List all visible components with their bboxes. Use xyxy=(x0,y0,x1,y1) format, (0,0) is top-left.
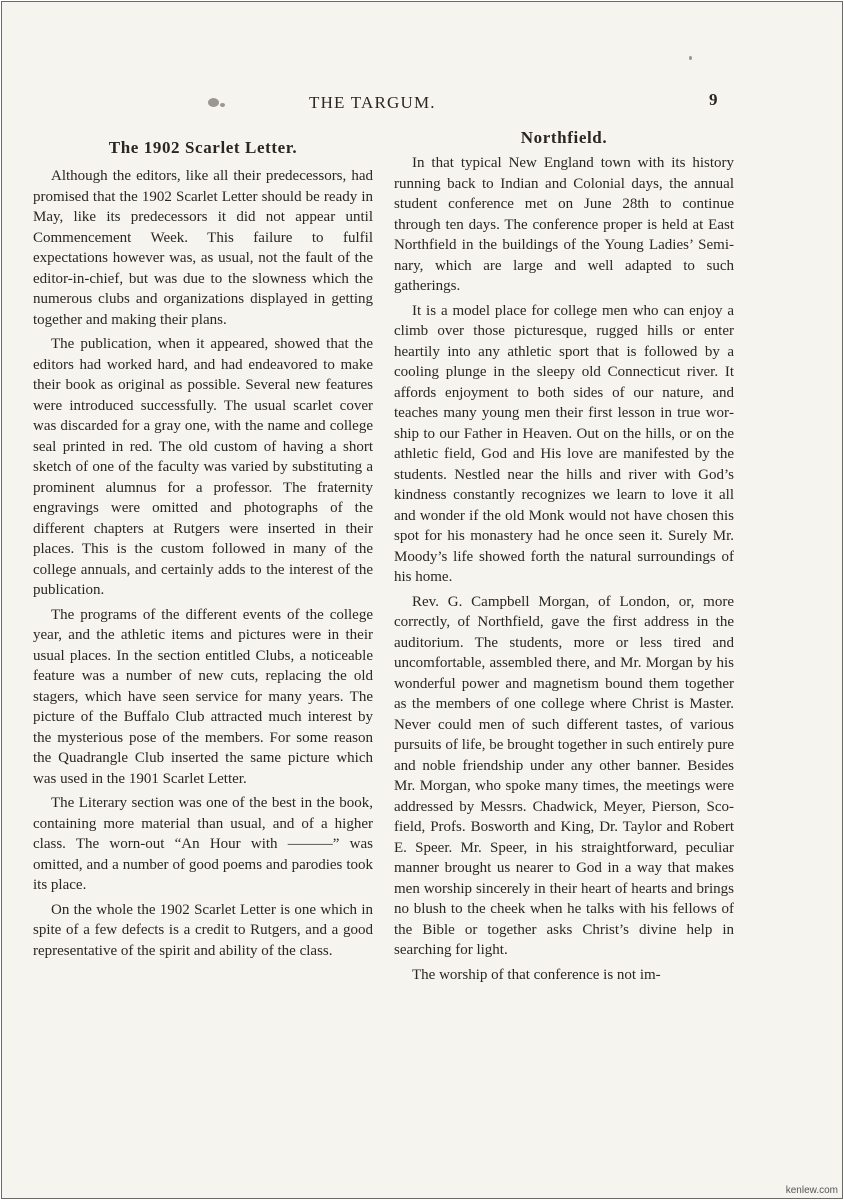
ink-speck xyxy=(689,56,692,60)
article-paragraph: In that typical New England town with its history running back to Indian and Colonial days, the annual student conference met on June 28th to continue through ten days. The conference proper is held at East Northfield in the buildings of the Young Ladies’ Seminary, which are large and well adapted to such gatherings. xyxy=(394,155,734,294)
watermark: kenlew.com xyxy=(785,1185,838,1196)
page-number: 9 xyxy=(709,90,718,109)
article-paragraph: The worship of that conference is not im- xyxy=(412,966,661,983)
left-column xyxy=(33,138,373,965)
article-paragraph: The programs of the different events of the college year, and the athletic items and pictures were in their usual places. In the section entitled Clubs, a noticeable feature was a number of new cuts, replacing the old stagers, which have seen service for many years. The picture of the Buffalo Club attracted much interest by the mysterious pose of the members. For some reason the Quadrangle Club inserted the same picture which was used in the 1901 Scarlet Letter. xyxy=(33,606,373,787)
ink-smudge xyxy=(220,103,225,107)
article-title-northfield: Northfield. xyxy=(520,128,608,147)
article-title-scarlet-letter: The 1902 Scarlet Letter. xyxy=(108,138,298,157)
article-paragraph: Rev. G. Campbell Morgan, of London, or, more correctly, of Northfield, gave the first address in the auditorium. The students, more or less tired and uncomfortable, assembled there, and Mr. Morgan by his wonderful power and magnetism bound them together as the members of one college where Christ is Master. Never could men of such different tastes, of various pursuits of life, be brought together in such entirely pure and noble friendship under any other banner. Besides Mr. Morgan, who spoke many times, the meetings were addressed by Messrs. Chadwick, Meyer, Pierson, Scofield, Profs. Bosworth and King, Dr. Taylor and Robert E. Speer. Mr. Speer, in his straightforward, peculiar manner brought us nearer to God in a way that makes men worship sincerely in their heart of hearts and brings no blush to the cheek when he talks with his fellows of the Bible or together asks Christ’s divine help in searching for light. xyxy=(394,593,734,958)
ink-smudge xyxy=(208,98,219,107)
running-head xyxy=(2,90,842,116)
article-paragraph: The publication, when it appeared, showed that the editors had worked hard, and had endeavored to make their book as original as possible. Several new features were introduced successfully. The usual scarlet cover was discarded for a gray one, with the name and college seal printed in red. The old custom of having a short sketch of one of the faculty was varied by substituting a prominent alumnus for a professor. The fraternity engravings were omitted and photographs of the different chapters at Rutgers were inserted in their places. This is the custom followed in many of the college annuals, and certainly adds to the interest of the publication. xyxy=(33,336,373,598)
article-paragraph: On the whole the 1902 Scarlet Letter is one which in spite of a few defects is a credit to Rutgers, and a good representative of the spirit and ability of the class. xyxy=(33,901,373,959)
right-column xyxy=(394,128,734,989)
article-paragraph: The Literary section was one of the best in the book, containing more material than usual, and of a higher class. The worn-out “An Hour with ———” was omitted, and a number of good poems and parodies took its place. xyxy=(33,795,373,893)
article-paragraph: It is a model place for college men who can enjoy a climb over those picturesque, rugged hills or enter heartily into any athletic sport that is followed by a cooling plunge in the sleepy old Connecticut river. It affords enjoyment to both sides of our nature, and teaches many young men their first lesson in true worship to our Father in Heaven. Out on the hills, or on the athletic field, God and His love are manifested by the students. Nestled near the hills and river with God’s kindness constantly recognizes we learn to love it all and wonder if the old Monk would not have chosen this spot for his monastery had he once seen it. Surely Mr. Moody’s life showed forth the natural surroundings of his home. xyxy=(394,302,734,585)
magazine-page xyxy=(1,1,843,1199)
article-paragraph: Although the editors, like all their predecessors, had promised that the 1902 Scarlet Letter should be ready in May, like its predecessors it did not appear until Commencement Week. This failure to fulfil expectations however was, as usual, not the fault of the editor-in-chief, but was due to the slowness which the numerous clubs and organizations displayed in getting together and making their plans. xyxy=(33,168,373,328)
running-title: THE TARGUM. xyxy=(309,93,436,112)
